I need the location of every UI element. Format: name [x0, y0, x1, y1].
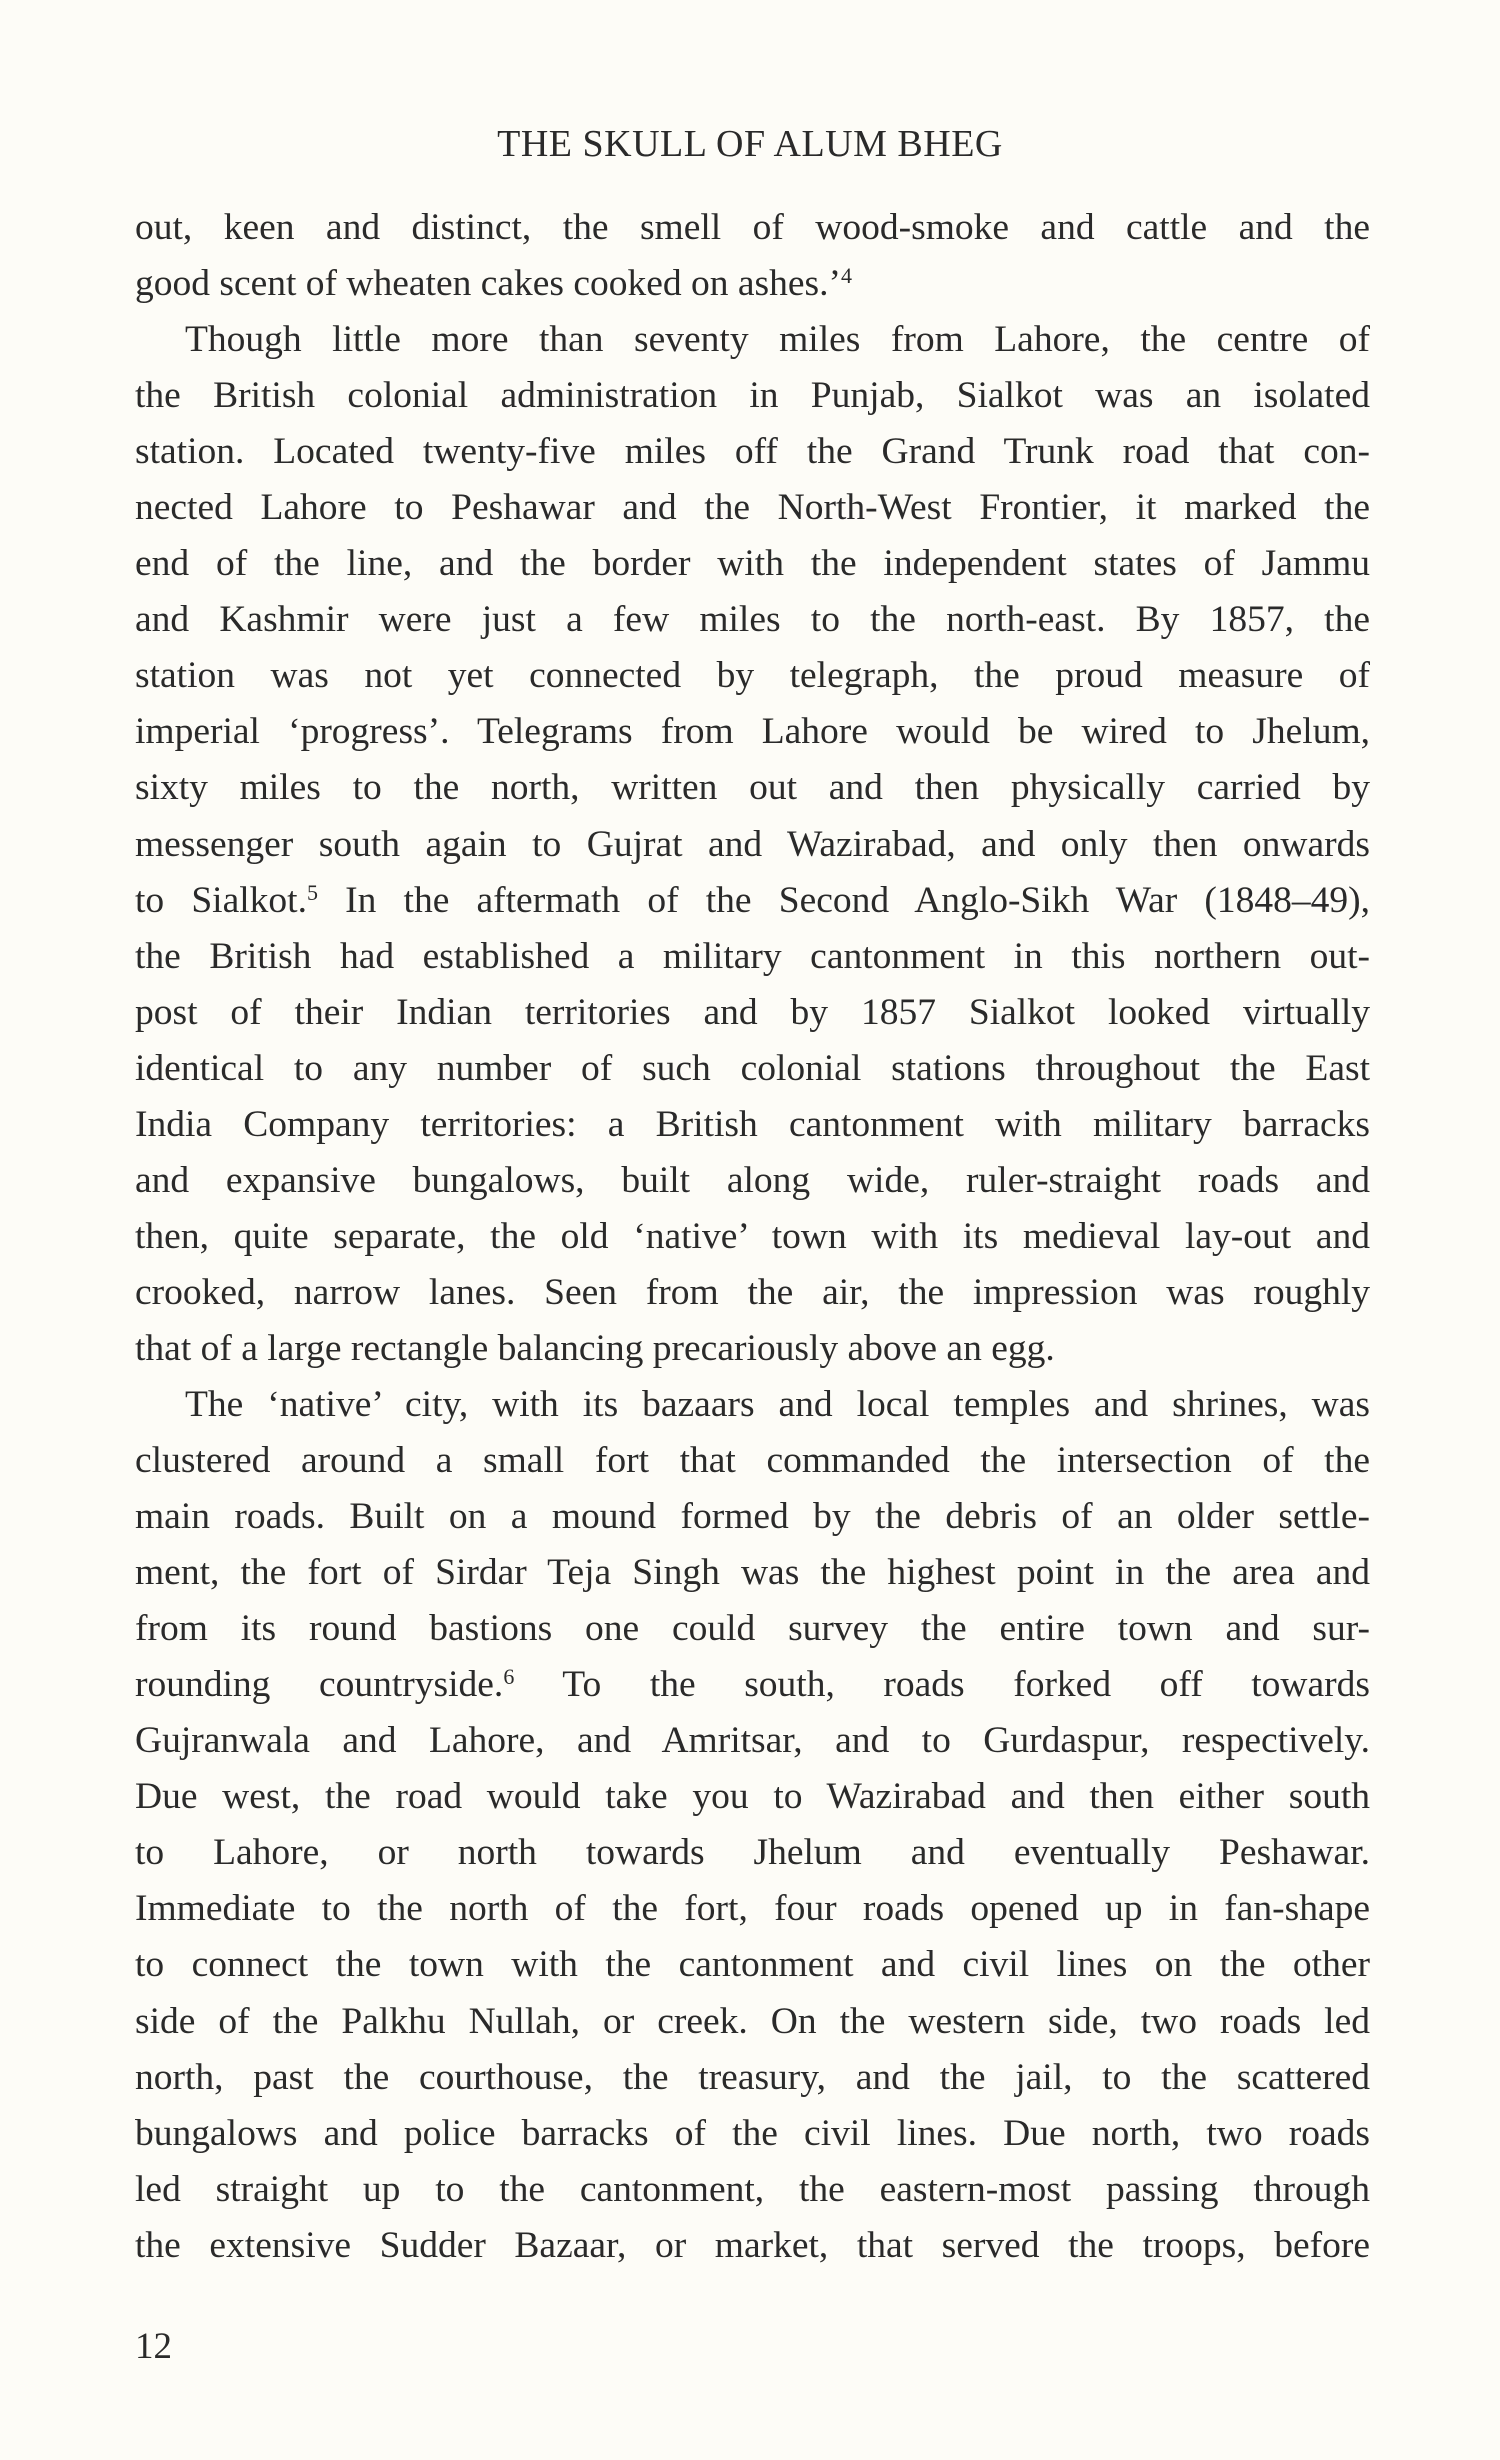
- line-text: good scent of wheaten cakes cooked on ashes.’: [135, 263, 841, 305]
- text-line: [135, 873, 1370, 929]
- text-line: [135, 929, 1370, 985]
- line-text: nected Lahore to Peshawar and the North-West Frontier, it marked the: [135, 487, 1370, 529]
- line-text: the British colonial administration in Punjab, Sialkot was an isolated: [135, 375, 1370, 417]
- line-text: post of their Indian territories and by 1857 Sialkot looked virtually: [135, 991, 1370, 1033]
- text-line: [135, 1041, 1370, 1097]
- line-text: Though little more than seventy miles from Lahore, the centre of: [185, 319, 1370, 361]
- text-line: [135, 1433, 1370, 1489]
- text-line: [135, 704, 1370, 760]
- line-text: from its round bastions one could survey the entire town and sur-: [135, 1608, 1370, 1650]
- line-text: then, quite separate, the old ‘native’ town with its medieval lay-out and: [135, 1215, 1370, 1257]
- footnote-marker: 4: [841, 263, 852, 289]
- text-line: [135, 1265, 1370, 1321]
- line-text: Due west, the road would take you to Wazirabad and then either south: [135, 1776, 1370, 1818]
- text-line: [135, 256, 1370, 312]
- line-text: imperial ‘progress’. Telegrams from Lahore would be wired to Jhelum,: [135, 711, 1370, 753]
- line-text: crooked, narrow lanes. Seen from the air, the impression was roughly: [135, 1271, 1370, 1313]
- line-text: out, keen and distinct, the smell of wood-smoke and cattle and the: [135, 207, 1370, 248]
- line-text: Gujranwala and Lahore, and Amritsar, and to Gurdaspur, respectively.: [135, 1720, 1370, 1762]
- text-line: [135, 1881, 1370, 1937]
- line-text: The ‘native’ city, with its bazaars and local temples and shrines, was: [185, 1383, 1370, 1425]
- text-line: [135, 1545, 1370, 1601]
- line-text: rounding countryside.: [135, 1664, 504, 1706]
- line-text: side of the Palkhu Nullah, or creek. On the western side, two roads led: [135, 2000, 1370, 2042]
- text-line: [135, 1713, 1370, 1769]
- line-text: led straight up to the cantonment, the eastern-most passing through: [135, 2168, 1370, 2210]
- text-line: [135, 2106, 1370, 2162]
- text-line: [135, 424, 1370, 480]
- text-line: [135, 536, 1370, 592]
- page-number: 12: [135, 2326, 172, 2367]
- line-text: ment, the fort of Sirdar Teja Singh was the highest point in the area and: [135, 1552, 1370, 1594]
- line-text: clustered around a small fort that commanded the intersection of the: [135, 1440, 1370, 1482]
- text-line: [135, 1825, 1370, 1881]
- line-text: main roads. Built on a mound formed by the debris of an older settle-: [135, 1496, 1370, 1538]
- text-line: [135, 2050, 1370, 2106]
- running-header: THE SKULL OF ALUM BHEG: [497, 123, 1003, 165]
- line-text-continued: In the aftermath of the Second Anglo-Sikh War (1848–49),: [317, 879, 1370, 921]
- text-line: [135, 2218, 1370, 2274]
- line-text: to connect the town with the cantonment and civil lines on the other: [135, 1944, 1370, 1986]
- text-line: [135, 1153, 1370, 1209]
- text-line: [135, 1994, 1370, 2050]
- text-line: [135, 368, 1370, 424]
- line-text: to Lahore, or north towards Jhelum and eventually Peshawar.: [135, 1832, 1370, 1874]
- line-text: Immediate to the north of the fort, four roads opened up in fan-shape: [135, 1888, 1370, 1930]
- text-line: [135, 1489, 1370, 1545]
- text-line: [135, 1097, 1370, 1153]
- text-line: [135, 648, 1370, 704]
- text-line: [135, 2162, 1370, 2218]
- text-line: [135, 760, 1370, 816]
- line-text: and Kashmir were just a few miles to the north-east. By 1857, the: [135, 599, 1370, 641]
- line-text: India Company territories: a British cantonment with military barracks: [135, 1103, 1370, 1145]
- text-line: [135, 200, 1370, 256]
- text-line: [135, 1937, 1370, 1993]
- text-line: [135, 1377, 1370, 1433]
- text-line: [135, 1657, 1370, 1713]
- line-text: station was not yet connected by telegraph, the proud measure of: [135, 655, 1370, 697]
- text-line: [135, 1601, 1370, 1657]
- body-text: [135, 200, 1370, 2274]
- line-text: identical to any number of such colonial stations throughout the East: [135, 1047, 1370, 1089]
- text-line: [135, 480, 1370, 536]
- text-line: [135, 985, 1370, 1041]
- line-text: and expansive bungalows, built along wide, ruler-straight roads and: [135, 1159, 1370, 1201]
- text-line: [135, 1321, 1370, 1377]
- footnote-marker: 6: [503, 1664, 515, 1690]
- line-text: north, past the courthouse, the treasury, and the jail, to the scattered: [135, 2056, 1370, 2098]
- line-text: end of the line, and the border with the independent states of Jammu: [135, 543, 1370, 585]
- line-text: to Sialkot.: [135, 879, 307, 921]
- line-text: messenger south again to Gujrat and Wazirabad, and only then onwards: [135, 823, 1370, 865]
- line-text: bungalows and police barracks of the civil lines. Due north, two roads: [135, 2112, 1370, 2154]
- line-text: sixty miles to the north, written out and then physically carried by: [135, 767, 1370, 809]
- footnote-marker: 5: [306, 879, 318, 905]
- text-line: [135, 592, 1370, 648]
- text-line: [135, 817, 1370, 873]
- line-text-continued: To the south, roads forked off towards: [514, 1664, 1370, 1706]
- line-text: the British had established a military cantonment in this northern out-: [135, 935, 1370, 977]
- text-line: [135, 1209, 1370, 1265]
- line-text: the extensive Sudder Bazaar, or market, that served the troops, before: [135, 2224, 1370, 2266]
- line-text: that of a large rectangle balancing precariously above an egg.: [135, 1327, 1055, 1369]
- text-line: [135, 312, 1370, 368]
- text-line: [135, 1769, 1370, 1825]
- line-text: station. Located twenty-five miles off the Grand Trunk road that con-: [135, 431, 1370, 473]
